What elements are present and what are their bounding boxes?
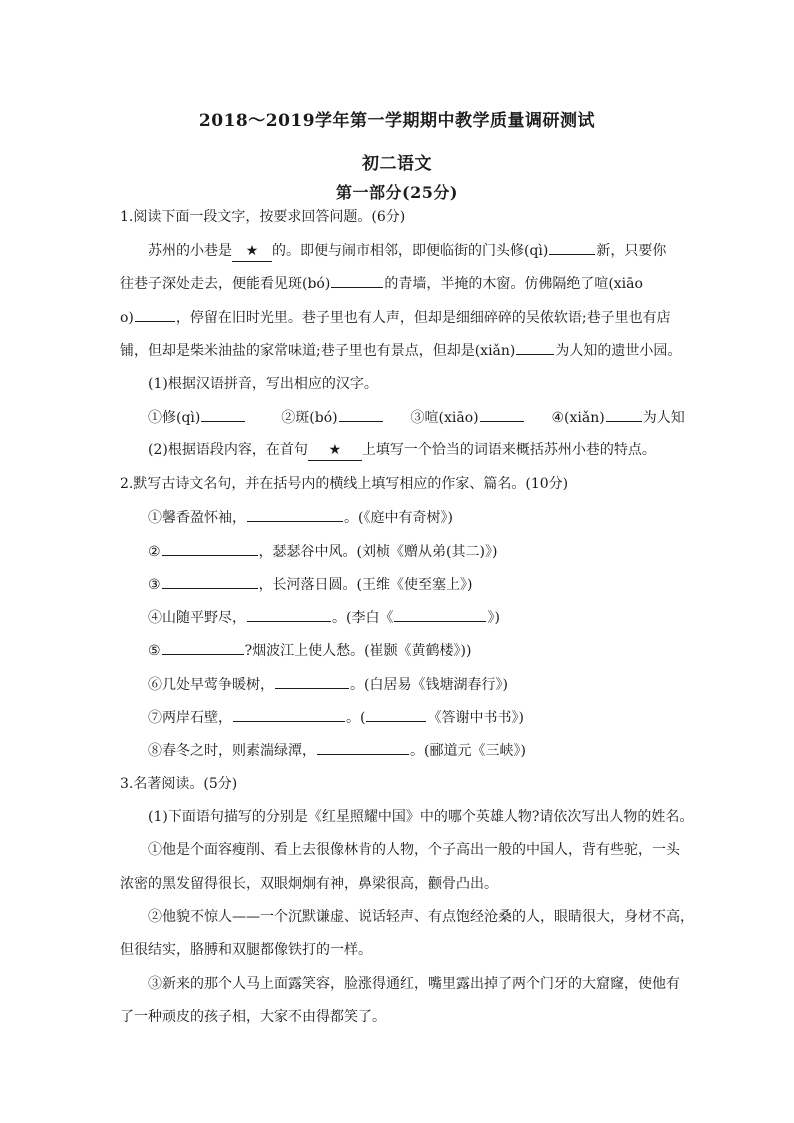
q1-para-line-1: 苏州的小巷是 ★ 的。即便与闹市相邻，即便临街的门头修(qì) 新，只要你 (148, 240, 666, 262)
blank-qi (549, 240, 595, 255)
blank-xiao (135, 307, 175, 322)
q2-item-2: ② ，瑟瑟谷中风。(刘桢《赠从弟(其二)》) (148, 541, 497, 562)
blank-bo (331, 273, 383, 288)
q1-sub2: (2)根据语段内容，在首句 ★ 上填写一个恰当的词语来概括苏州小巷的特点。 (148, 440, 656, 461)
q2-item-3: ③ ，长河落日圆。(王维《使至塞上》) (148, 574, 473, 595)
q3-clue-1a: ①他是个面容瘦削、看上去很像林肯的人物，个子高出一般的中国人，背有些驼，一头 (148, 842, 680, 858)
q2-item-7: ⑦两岸石壁， 。( 《答谢中书书》) (148, 707, 524, 728)
q3-clue-2b: 但很结实，胳膊和双腿都像铁打的一样。 (120, 942, 372, 958)
q1-pinyin-row: ①修(qì) ②斑(bó) ③喧(xiāo) ④(xiǎn) 为人知 (148, 407, 685, 428)
q1-sub2-star-blank: ★ (308, 440, 362, 461)
q3-stem: 3.名著阅读。(5分) (120, 776, 238, 792)
q3-clue-2a: ②他貌不惊人——一个沉默谦虚、说话轻声、有点饱经沧桑的人，眼睛很大，身材不高， (148, 909, 694, 925)
q2-item-8: ⑧春冬之时，则素湍绿潭， 。(郦道元《三峡》) (148, 740, 526, 761)
blank-xian (516, 340, 554, 355)
q1-stem: 1.阅读下面一段文字，按要求回答问题。(6分) (120, 209, 406, 225)
q3-sub1: (1)下面语句描写的分别是《红星照耀中国》中的哪个英雄人物?请依次写出人物的姓名。 (148, 809, 694, 825)
part-title: 第一部分(25分) (336, 183, 458, 202)
q2-item-5: ⑤ ?烟波江上使人愁。(崔颢《黄鹤楼》)) (148, 640, 471, 661)
q3-clue-3a: ③新来的那个人马上面露笑容，脸涨得通红，嘴里露出掉了两个门牙的大窟窿，使他有 (148, 976, 680, 992)
q3-clue-1b: 浓密的黑发留得很长，双眼炯炯有神，鼻梁很高，颧骨凸出。 (120, 876, 498, 892)
q1-star-blank: ★ (232, 241, 272, 262)
q1-sub1: (1)根据汉语拼音，写出相应的汉字。 (148, 376, 378, 392)
q3-clue-3b: 了一种顽皮的孩子相，大家不由得都笑了。 (120, 1009, 386, 1025)
subject-title: 初二语文 (362, 154, 432, 174)
q1-para-line-3: o) ，停留在旧时光里。巷子里也有人声，但却是细细碎碎的吴侬软语;巷子里也有店 (120, 307, 671, 328)
q2-stem: 2.默写古诗文名句，并在括号内的横线上填写相应的作家、篇名。(10分) (120, 476, 569, 492)
q1-para-line-4: 铺，但却是柴米油盐的家常味道;巷子里也有景点，但却是(xiǎn) 为人知的遗世小园。 (120, 340, 681, 361)
q2-item-4: ④山随平野尽， 。(李白《 》) (148, 607, 500, 628)
exam-title: 2018～2019学年第一学期期中教学质量调研测试 (198, 111, 596, 131)
q2-item-1: ①馨香盈怀袖， 。(《庭中有奇树》) (148, 507, 453, 528)
q1-para-line-2: 往巷子深处走去，便能看见斑(bó) 的青墙，半掩的木窗。仿佛隔绝了喧(xiāo (120, 273, 643, 294)
q2-item-6: ⑥几处早莺争暖树， 。(白居易《钱塘湖春行》) (148, 674, 508, 695)
